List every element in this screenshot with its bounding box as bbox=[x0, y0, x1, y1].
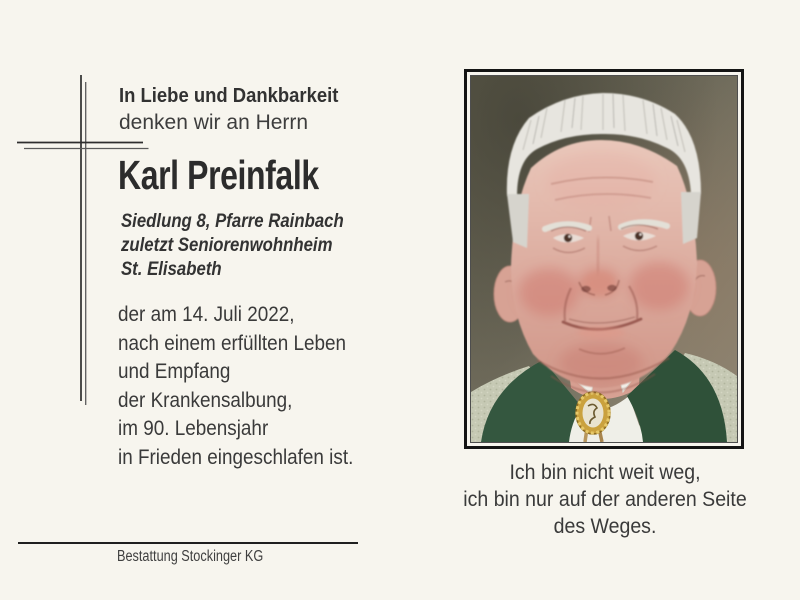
address-line: Siedlung 8, Pfarre Rainbach bbox=[121, 210, 344, 232]
intro-line-regular: denken wir an Herrn bbox=[119, 111, 309, 134]
portrait-photo-inner-frame bbox=[470, 75, 738, 443]
obituary-line: im 90. Lebensjahr bbox=[118, 417, 269, 441]
obituary-line: der am 14. Juli 2022, bbox=[118, 303, 295, 326]
verse-line: ich bin nur auf der anderen Seite bbox=[463, 488, 747, 511]
footer-divider bbox=[18, 542, 358, 544]
portrait-photo-frame bbox=[464, 69, 744, 449]
obituary-line: nach einem erfüllten Leben bbox=[118, 331, 347, 355]
deceased-name: Karl Preinfalk bbox=[118, 152, 319, 198]
intro-block bbox=[119, 84, 363, 135]
address-line: St. Elisabeth bbox=[121, 258, 222, 280]
intro-line-bold: In Liebe und Dankbarkeit bbox=[119, 84, 339, 107]
verse-line: des Weges. bbox=[553, 515, 657, 538]
obituary-line: und Empfang bbox=[118, 360, 231, 384]
deceased-address bbox=[121, 209, 344, 281]
obituary-line: in Frieden eingeschlafen ist. bbox=[118, 445, 354, 469]
memorial-verse bbox=[442, 459, 768, 540]
verse-line: Ich bin nicht weit weg, bbox=[509, 461, 701, 484]
funeral-home: Bestattung Stockinger KG bbox=[117, 548, 264, 565]
obituary-text bbox=[118, 301, 353, 473]
address-line: zuletzt Seniorenwohnheim bbox=[121, 234, 333, 256]
portrait-photo bbox=[471, 76, 737, 442]
obituary-line: der Krankensalbung, bbox=[118, 388, 293, 412]
